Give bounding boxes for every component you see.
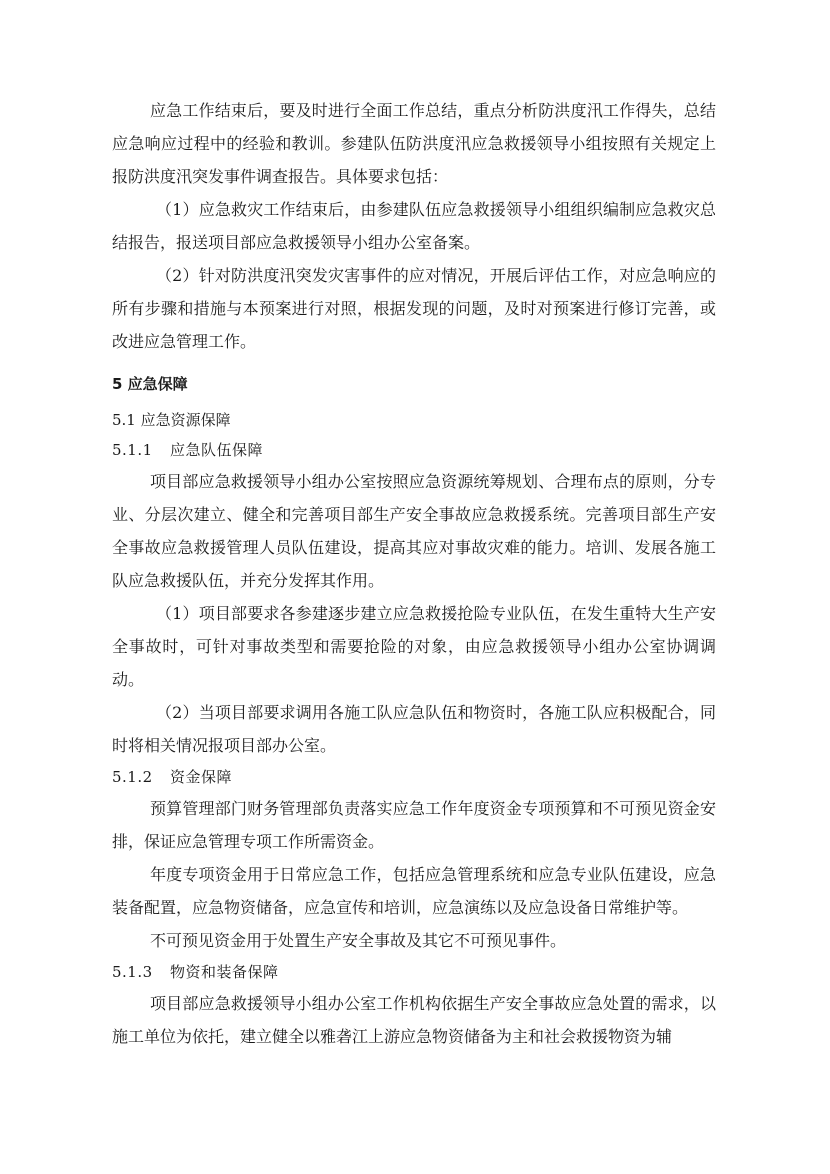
intro-paragraph-1: 应急工作结束后，要及时进行全面工作总结，重点分析防洪度汛工作得失，总结应急响应过程中的经验和教训。参建队伍防洪度汛应急救援领导小组按照有关规定上报防洪度汛突发事件调查报告。具体要求包括：: [112, 101, 716, 186]
section-5-1-2-paragraph-3: 不可预见资金用于处置生产安全事故及其它不可预见事件。: [150, 931, 567, 950]
section-number: 5.1.3: [112, 963, 153, 981]
section-5-1-1-paragraph-1: 项目部应急救援领导小组办公室按照应急资源统筹规划、合理布点的原则，分专业、分层次建立、健全和完善项目部生产安全事故应急救援系统。完善项目部生产安全事故应急救援管理人员队伍建设，提高其应对事故灾难的能力。培训、发展各施工队应急救援队伍，并充分发挥其作用。: [112, 472, 716, 590]
section-title: 物资和装备保障: [170, 963, 279, 981]
section-5-1-2-paragraph-1: 预算管理部门财务管理部负责落实应急工作年度资金专项预算和不可预见资金安排，保证应急管理专项工作所需资金。: [112, 799, 716, 851]
intro-item-1: （1）应急救灾工作结束后，由参建队伍应急救援领导小组组织编制应急救灾总结报告，报送项目部应急救援领导小组办公室备案。: [112, 200, 716, 252]
section-number: 5.1.2: [112, 768, 153, 786]
section-5-1-3-heading: [112, 957, 716, 987]
section-title: 应急队伍保障: [170, 441, 264, 459]
section-5-1-2-paragraph-2: 年度专项资金用于日常应急工作，包括应急管理系统和应急专业队伍建设，应急装备配置，应急物资储备，应急宣传和培训，应急演练以及应急设备日常维护等。: [112, 865, 716, 917]
section-5-1-block: [112, 405, 716, 1053]
section-5-title: 5 应急保障: [112, 375, 188, 393]
intro-block: [112, 94, 716, 358]
section-number: 5.1.1: [112, 441, 153, 459]
section-5-1-1-item-1: （1）项目部要求各参建逐步建立应急救援抢险专业队伍，在发生重特大生产安全事故时，可针对事故类型和需要抢险的对象，由应急救援领导小组办公室协调调动。: [112, 604, 716, 689]
section-5-1-3-paragraph-1: 项目部应急救援领导小组办公室工作机构依据生产安全事故应急处置的需求，以施工单位为依托，建立健全以雅砻江上游应急物资储备为主和社会救援物资为辅: [112, 994, 716, 1046]
intro-item-2: （2）针对防洪度汛突发灾害事件的应对情况，开展后评估工作，对应急响应的所有步骤和措施与本预案进行对照，根据发现的问题，及时对预案进行修订完善，或改进应急管理工作。: [112, 266, 716, 351]
section-5-heading-block: [112, 368, 716, 401]
section-5-1-2-heading: [112, 762, 716, 792]
section-5-1-title: 5.1 应急资源保障: [112, 411, 231, 429]
section-5-1-1-heading: [112, 435, 716, 465]
section-5-1-1-item-2: （2）当项目部要求调用各施工队应急队伍和物资时，各施工队应积极配合，同时将相关情况报项目部办公室。: [112, 703, 716, 755]
section-title: 资金保障: [170, 768, 233, 786]
